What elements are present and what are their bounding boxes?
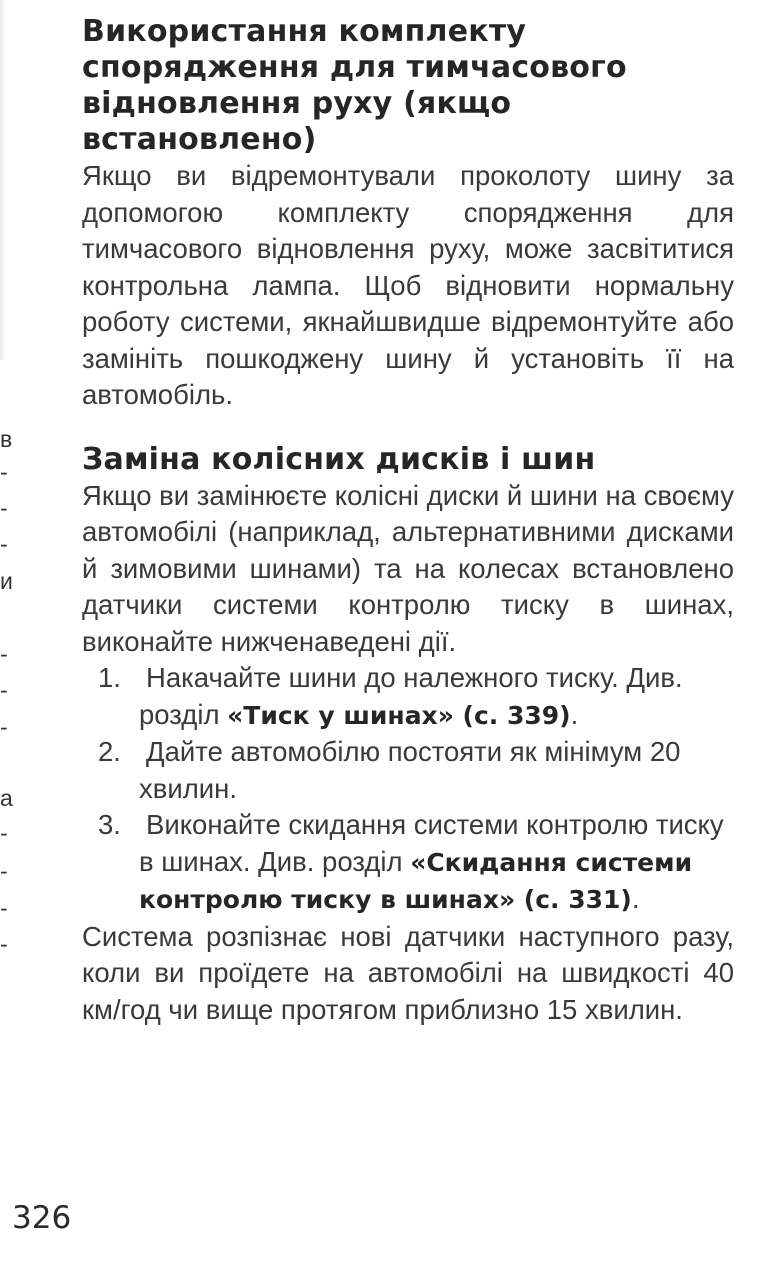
edge-char: - (0, 641, 8, 667)
section-outro-wheel-tire-replacement: Система розпізнає нові датчики наступного разу, коли ви проїдете на автомобілі на швидкості 40 км/год чи вище протягом приблизно 15 хвилин. (82, 920, 734, 1025)
step-text: Накачайте шини до належного тиску. Див. розділ (139, 662, 683, 730)
step-punctuation: . (631, 883, 640, 914)
section-heading-temporary-mobility-kit: Використання комплекту спорядження для тимчасового відновлення руху (якщо встановлено) (82, 14, 627, 157)
step-text-wrapper (139, 660, 734, 734)
step-text-wrapper (139, 807, 734, 919)
edge-char: - (0, 531, 8, 557)
step-item (82, 660, 734, 734)
cross-reference-link[interactable]: «Скидання системи контролю тиску в шинах» (с. 331) (139, 847, 693, 914)
edge-char: - (0, 858, 8, 884)
step-number: 2. (98, 736, 121, 767)
step-item (82, 734, 734, 807)
edge-char: в (0, 426, 13, 452)
edge-char: и (0, 568, 13, 594)
step-text: Виконайте скидання системи контролю тиску в шинах. Див. розділ (139, 809, 724, 877)
edge-char: - (0, 495, 8, 521)
step-punctuation: . (570, 698, 579, 730)
step-text: Дайте автомобілю постояти як мінімум 20 хвилин. (139, 736, 681, 804)
section-heading-wheel-tire-replacement: Заміна колісних дисків і шин (82, 441, 596, 477)
step-number: 3. (98, 809, 121, 840)
page-number: 326 (12, 1200, 72, 1236)
step-text-wrapper (139, 734, 734, 807)
section-intro-wheel-tire-replacement: Якщо ви замінюєте колісні диски й шини на своєму автомобілі (наприклад, альтернативними дисками й зимовими шинами) та на колесах встановлено датчики системи контролю тиску в шинах, виконайте нижченаведені дії. (82, 479, 734, 657)
edge-char: - (0, 931, 8, 957)
page-content (82, 14, 734, 1028)
steps-list (82, 660, 734, 919)
step-item (82, 807, 734, 919)
edge-char: - (0, 714, 8, 740)
edge-char: а (0, 785, 13, 811)
page-fold-shadow (0, 0, 6, 360)
step-number: 1. (98, 662, 121, 693)
edge-char: - (0, 895, 8, 921)
edge-char: - (0, 677, 8, 703)
adjacent-page-edge (0, 0, 14, 1280)
edge-char: - (0, 459, 8, 485)
section-paragraph-temporary-mobility-kit: Якщо ви відремонтували проколоту шину за допомогою комплекту спорядження для тимчасового відновлення руху, може засвітитися контрольна лампа. Щоб відновити нормальну роботу системи, якнайшвидше відремонтуйте або замініть пошкоджену шину й установіть її на автомобіль. (82, 160, 734, 410)
edge-char: - (0, 820, 8, 846)
cross-reference-link[interactable]: «Тиск у шинах» (с. 339) (227, 700, 571, 730)
